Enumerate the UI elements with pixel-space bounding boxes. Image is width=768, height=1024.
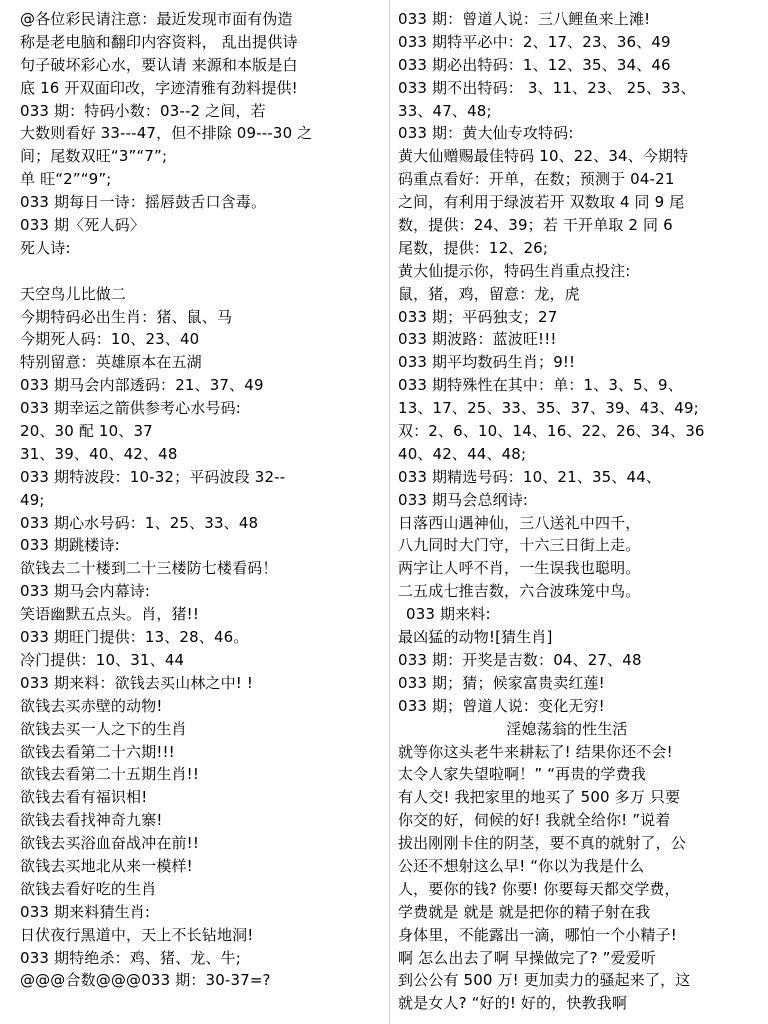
left-text-line: 033 期特波段：10-32；平码波段 32-- bbox=[20, 467, 286, 486]
left-text-line: 死人诗: bbox=[20, 238, 71, 257]
left-text-line: 单 旺“2”“9”; bbox=[20, 170, 112, 189]
left-text-line: 欲钱去买浴血奋战冲在前!! bbox=[20, 834, 199, 853]
right-text-line: 最凶猛的动物![猜生肖] bbox=[398, 628, 553, 647]
left-text-line: 20、30 配 10、37 bbox=[20, 422, 153, 441]
left-text-line: 033 期心水号码：1、25、33、48 bbox=[20, 513, 259, 532]
left-text-line: 033 期旺门提供：13、28、46。 bbox=[20, 628, 249, 647]
right-text-line: 就等你这头老牛来耕耘了! 结果你还不会! bbox=[398, 742, 673, 761]
right-text-line: 人，要你的钱? 你要! 你要每天都交学费， bbox=[398, 879, 680, 898]
left-text-line: 49; bbox=[20, 490, 45, 509]
right-text-line: 八九同时大门守，十六三日街上走。 bbox=[398, 536, 641, 555]
left-text-line: 句子破坏彩心水，要认请 来源和本版是白 bbox=[20, 55, 298, 74]
right-text-line: 公还不想射这么早! “你以为我是什么 bbox=[398, 856, 645, 875]
right-text-line: 两字让人呼不肖，一生误我也聪明。 bbox=[398, 559, 641, 578]
left-text-line: 033 期来料猜生肖: bbox=[20, 902, 151, 921]
left-text-line: 033 期来料：欲钱去买山林之中! ! bbox=[20, 673, 254, 692]
left-text-line: 欲钱去看好吃的生肖 bbox=[20, 879, 157, 898]
left-text-line: 间；尾数双旺“3”“7”; bbox=[20, 147, 168, 166]
left-text-line: 今期特码必出生肖：猪、鼠、马 bbox=[20, 307, 233, 326]
left-text-line: 033 期特绝杀：鸡、猪、龙、牛; bbox=[20, 948, 242, 967]
right-text-line: 淫媳荡翁的性生活 bbox=[506, 719, 628, 738]
right-text-line: 太令人家失望啦啊！” “再贵的学费我 bbox=[398, 765, 647, 784]
left-text-line: 欲钱去看第二十五期生肖!! bbox=[20, 765, 199, 784]
right-text-line: 就是女人? “好的! 好的，快教我啊 bbox=[398, 994, 627, 1013]
left-text-line: 033 期跳楼诗: bbox=[20, 536, 120, 555]
left-text-line: 今期死人码：10、23、40 bbox=[20, 330, 200, 349]
left-text-line: 冷门提供：10、31、44 bbox=[20, 650, 185, 669]
right-text-line: 033 期精选号码：10、21、35、44、 bbox=[398, 467, 662, 486]
right-text-line: 鼠，猪，鸡，留意：龙，虎 bbox=[398, 284, 580, 303]
right-text-line: 033 期：黄大仙专攻特码: bbox=[398, 124, 574, 143]
right-text-line: 码重点看好：开单，在数；预测于 04-21 bbox=[398, 170, 675, 189]
right-text-line: 033 期平均数码生肖；9!! bbox=[398, 353, 576, 372]
right-text-line: 到公公有 500 万! 更加卖力的骚起来了，这 bbox=[398, 971, 691, 990]
right-text-line: 40、42、44、48; bbox=[398, 444, 527, 463]
right-text-line: 双：2、6、10、14、16、22、26、34、36 bbox=[398, 422, 705, 441]
left-text-line: 底 16 开双面印改，字迹清雅有劲料提供! bbox=[20, 78, 298, 97]
right-text-line: 033 期：曾道人说：三八鲤鱼来上滩! bbox=[398, 10, 651, 28]
column-divider bbox=[389, 0, 390, 1024]
right-text-line: 学费就是 就是 就是把你的精子射在我 bbox=[398, 902, 651, 921]
left-column bbox=[20, 8, 388, 992]
left-text-line: 笑语幽默五点头。肖，猪!! bbox=[20, 605, 199, 624]
left-text-line: 033 期每日一诗：摇唇鼓舌口含毒。 bbox=[20, 193, 267, 212]
left-text-line: 033 期幸运之箭供参考心水号码: bbox=[20, 399, 242, 418]
left-text-line: 欲钱去买地北从来一模样! bbox=[20, 856, 193, 875]
right-text-line: 033 期；平码独支；27 bbox=[398, 307, 558, 326]
left-text-line: @各位彩民请注意：最近发现市面有伪造 bbox=[20, 10, 293, 28]
right-text-line: 日落西山遇神仙，三八送礼中四千， bbox=[398, 513, 641, 532]
right-text-line: 033 期特平必中：2、17、23、36、49 bbox=[398, 32, 671, 51]
right-text-line: 033 期波路：蓝波旺!!! bbox=[398, 330, 557, 349]
left-text-line: 033 期马会内幕诗: bbox=[20, 582, 151, 601]
right-text-line: 拔出刚刚卡住的阴茎，要不真的就射了，公 bbox=[398, 834, 686, 853]
right-text-line: 数，提供：24、39；若 干开单取 2 同 6 bbox=[398, 216, 673, 235]
right-text-line: 二五成七推吉数，六合波珠笼中鸟。 bbox=[398, 582, 641, 601]
right-text-line: 33、47、48; bbox=[398, 101, 492, 120]
right-text-line: 有人交! 我把家里的地买了 500 多万 只要 bbox=[398, 788, 681, 807]
right-text-line: 你交的好，伺候的好! 我就全给你! ”说着 bbox=[398, 811, 671, 830]
left-text-line: 欲钱去看有福识相! bbox=[20, 788, 148, 807]
left-text-line: 033 期〈死人码〉 bbox=[20, 216, 145, 235]
right-text-line: 黄大仙赠赐最佳特码 10、22、34、今期特 bbox=[398, 147, 689, 166]
right-text-line: 身体里，不能露出一滴，哪怕一个小精子! bbox=[398, 925, 677, 944]
right-text-line: 13、17、25、33、35、37、39、43、49; bbox=[398, 399, 699, 418]
right-column bbox=[398, 8, 760, 1015]
right-text-line: 尾数，提供：12、26; bbox=[398, 238, 549, 257]
right-text-line: 033 期不出特码： 3、11、23、 25、33、 bbox=[398, 78, 696, 97]
right-text-line: 033 期来料: bbox=[406, 605, 491, 624]
right-text-line: 033 期特殊性在其中：单：1、3、5、9、 bbox=[398, 376, 683, 395]
right-text-line: 033 期；曾道人说：变化无穷! bbox=[398, 696, 605, 715]
right-text-line: 啊 怎么出去了啊 早操做完了? ”爱爱听 bbox=[398, 948, 657, 967]
right-text-line: 之间，有利用于绿波若开 双数取 4 同 9 尾 bbox=[398, 193, 685, 212]
left-text-line: 033 期：特码小数：03--2 之间，若 bbox=[20, 101, 266, 120]
left-text-line: 欲钱去二十楼到二十三楼防七楼看码！ bbox=[20, 559, 278, 578]
right-text-line: 033 期：开奖是吉数：04、27、48 bbox=[398, 650, 642, 669]
left-text-line: @@@合数@@@033 期：30-37=? bbox=[20, 971, 271, 990]
left-text-line bbox=[20, 260, 388, 283]
right-text-line: 033 期必出特码：1、12、35、34、46 bbox=[398, 55, 671, 74]
left-text-line: 大数则看好 33---47，但不排除 09---30 之 bbox=[20, 124, 313, 143]
left-text-line: 欲钱去看第二十六期!!! bbox=[20, 742, 175, 761]
left-text-line: 日伏夜行黑道中，天上不长钻地洞! bbox=[20, 925, 254, 944]
right-text-line: 黄大仙提示你，特码生肖重点投注: bbox=[398, 261, 631, 280]
left-text-line: 特别留意：英雄原本在五湖 bbox=[20, 353, 202, 372]
left-text-line: 欲钱去买一人之下的生肖 bbox=[20, 719, 187, 738]
left-text-line: 称是老电脑和翻印内容资料， 乱出提供诗 bbox=[20, 32, 298, 51]
right-text-line: 033 期；猜；候家富贵卖红莲! bbox=[398, 673, 605, 692]
left-text-line: 天空鸟儿比做二 bbox=[20, 284, 127, 303]
left-text-line: 31、39、40、42、48 bbox=[20, 444, 178, 463]
left-text-line: 欲钱去买赤壁的动物! bbox=[20, 696, 163, 715]
left-text-line: 033 期马会内部透码：21、37、49 bbox=[20, 376, 264, 395]
left-text-line: 欲钱去看找神奇九寨! bbox=[20, 811, 163, 830]
right-text-line: 033 期马会总纲诗: bbox=[398, 490, 529, 509]
